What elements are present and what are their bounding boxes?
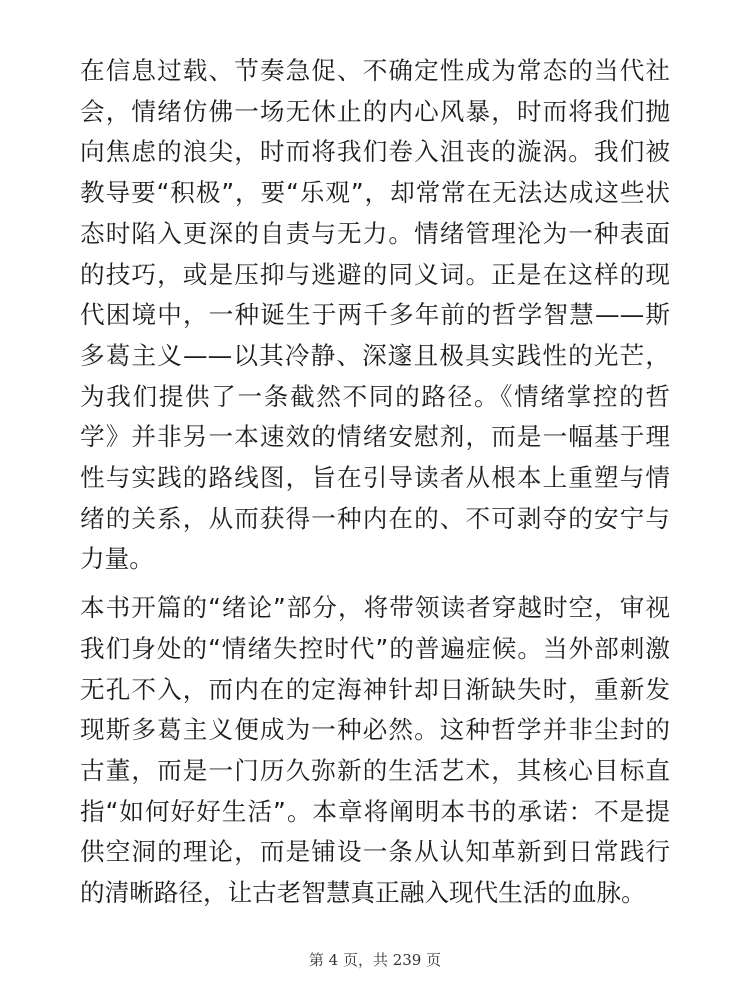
- paragraph-introduction: 在信息过载、节奏急促、不确定性成为常态的当代社会，情绪仿佛一场无休止的内心风暴，时而将我们抛向焦虑的浪尖，时而将我们卷入沮丧的漩涡。我们被教导要“积极”，要“乐观”，却常常在无法达成这些状态时陷入更深的自责与无力。情绪管理沦为一种表面的技巧，或是压抑与逃避的同义词。正是在这样的现代困境中，一种诞生于两千多年前的哲学智慧——斯多葛主义——以其冷静、深邃且极具实践性的光芒，为我们提供了一条截然不同的路径。《情绪掌控的哲学》并非另一本速效的情绪安慰剂，而是一幅基于理性与实践的路线图，旨在引导读者从根本上重塑与情绪的关系，从而获得一种内在的、不可剥夺的安宁与力量。: [80, 56, 670, 574]
- paragraph-overview: 本书开篇的“绪论”部分，将带领读者穿越时空，审视我们身处的“情绪失控时代”的普遍症候。当外部刺激无孔不入，而内在的定海神针却日渐缺失时，重新发现斯多葛主义便成为一种必然。这种哲学并非尘封的古董，而是一门历久弥新的生活艺术，其核心目标直指“如何好好生活”。本章将阐明本书的承诺：不是提供空洞的理论，而是铺设一条从认知革新到日常践行的清晰路径，让古老智慧真正融入现代生活的血脉。: [80, 593, 670, 908]
- page-number-footer: 第 4 页，共 239 页: [308, 951, 442, 969]
- document-body: [80, 51, 670, 914]
